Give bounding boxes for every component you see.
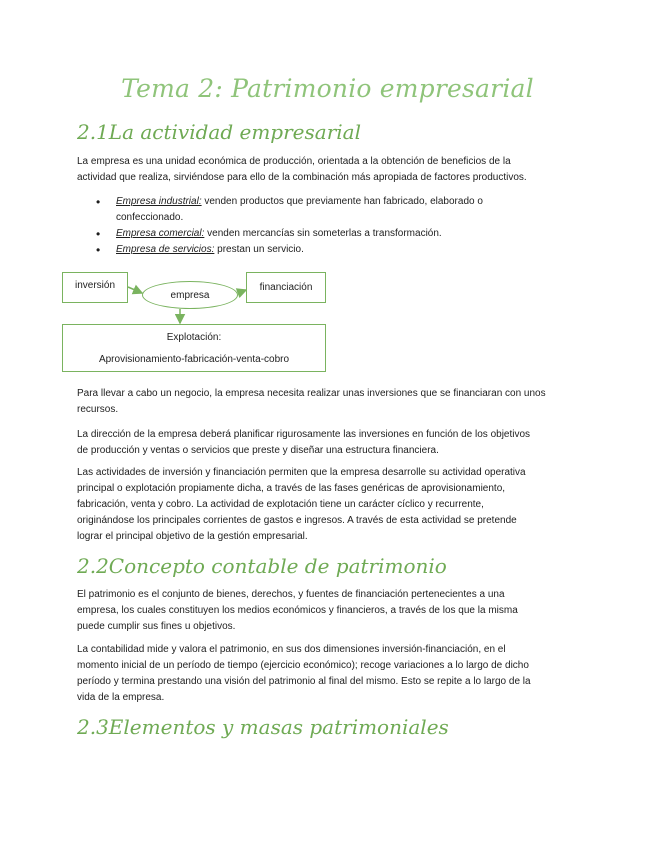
paragraph <box>77 642 582 706</box>
text-line: principal o explotación propiamente dicha, a través de las fases genéricas de aprovisionamiento, <box>77 483 506 494</box>
text-line: Las actividades de inversión y financiación permiten que la empresa desarrolle su actividad operativa <box>77 467 526 478</box>
list-item <box>92 226 582 242</box>
bullet-term: Empresa comercial: <box>116 228 205 239</box>
section-heading-2-3: 2.3Elementos y masas patrimoniales <box>77 715 449 739</box>
explotacion-title: Explotación: <box>166 332 222 343</box>
bullet-text: venden mercancías sin someterlas a transformación. <box>204 228 442 239</box>
paragraph <box>77 587 582 635</box>
bullet-term: Empresa de servicios: <box>116 244 215 255</box>
company-types-list <box>92 194 582 258</box>
text-line: La dirección de la empresa deberá planificar rigurosamente las inversiones en función de los objetivos <box>77 429 531 440</box>
bullet-icon: • <box>96 227 101 241</box>
text-line: fabricación, venta y cobro. La actividad de explotación tiene un carácter cíclico y recurrente, <box>77 499 484 510</box>
list-item <box>92 242 582 258</box>
empresa-ellipse: empresa <box>142 281 238 309</box>
paragraph <box>77 465 582 545</box>
explotacion-box <box>62 324 326 372</box>
text-line: Para llevar a cabo un negocio, la empresa necesita realizar unas inversiones que se financiaran con unos <box>77 388 546 399</box>
explotacion-steps: Aprovisionamiento-fabricación-venta-cobro <box>98 354 290 365</box>
inversion-box: inversión <box>62 272 128 303</box>
section-heading-2-1: 2.1La actividad empresarial <box>77 120 361 144</box>
text-line: El patrimonio es el conjunto de bienes, derechos, y fuentes de financiación pertenecientes a una <box>77 589 505 600</box>
text-line: La empresa es una unidad económica de producción, orientada a la obtención de beneficios de la <box>77 156 511 167</box>
paragraph <box>77 386 582 418</box>
text-line: de producción y ventas o servicios que preste y diseñar una estructura financiera. <box>77 445 439 456</box>
text-line: recursos. <box>77 404 119 415</box>
text-line: originándose los principales corrientes de gastos e ingresos. A través de esta actividad se pretende <box>77 515 517 526</box>
list-item <box>92 194 582 226</box>
text-line: momento inicial de un período de tiempo (ejercicio económico); recoge variaciones a lo largo de dicho <box>77 660 529 671</box>
arrow-empresa-financiacion <box>238 290 246 293</box>
intro-paragraph <box>77 154 582 186</box>
text-line: período y termina prestando una visión del patrimonio al final del mismo. Esto se repite a lo largo de la <box>77 676 531 687</box>
text-line: vida de la empresa. <box>77 692 165 703</box>
bullet-icon: • <box>96 195 101 209</box>
bullet-icon: • <box>96 243 101 257</box>
financiacion-box: financiación <box>246 272 326 303</box>
bullet-text: prestan un servicio. <box>214 244 304 255</box>
bullet-term: Empresa industrial: <box>116 196 202 207</box>
business-diagram <box>60 268 330 376</box>
bullet-text: venden productos que previamente han fabricado, elaborado o <box>201 196 483 207</box>
text-line: lograr el principal objetivo de la gestión empresarial. <box>77 531 308 542</box>
section-heading-2-2: 2.2Concepto contable de patrimonio <box>77 554 447 578</box>
paragraph <box>77 427 582 459</box>
arrow-inversion-empresa <box>128 287 142 293</box>
text-line: actividad que realiza, sirviéndose para ello de la combinación más apropiada de factores productivos. <box>77 172 527 183</box>
text-line: empresa, los cuales constituyen los medios económicos y financieros, a través de los que la misma <box>77 605 518 616</box>
text-line: La contabilidad mide y valora el patrimonio, en sus dos dimensiones inversión-financiación, en el <box>77 644 506 655</box>
text-line: puede cumplir sus fines u objetivos. <box>77 621 236 632</box>
bullet-text: confeccionado. <box>116 212 184 223</box>
page-title: Tema 2: Patrimonio empresarial <box>121 74 534 103</box>
